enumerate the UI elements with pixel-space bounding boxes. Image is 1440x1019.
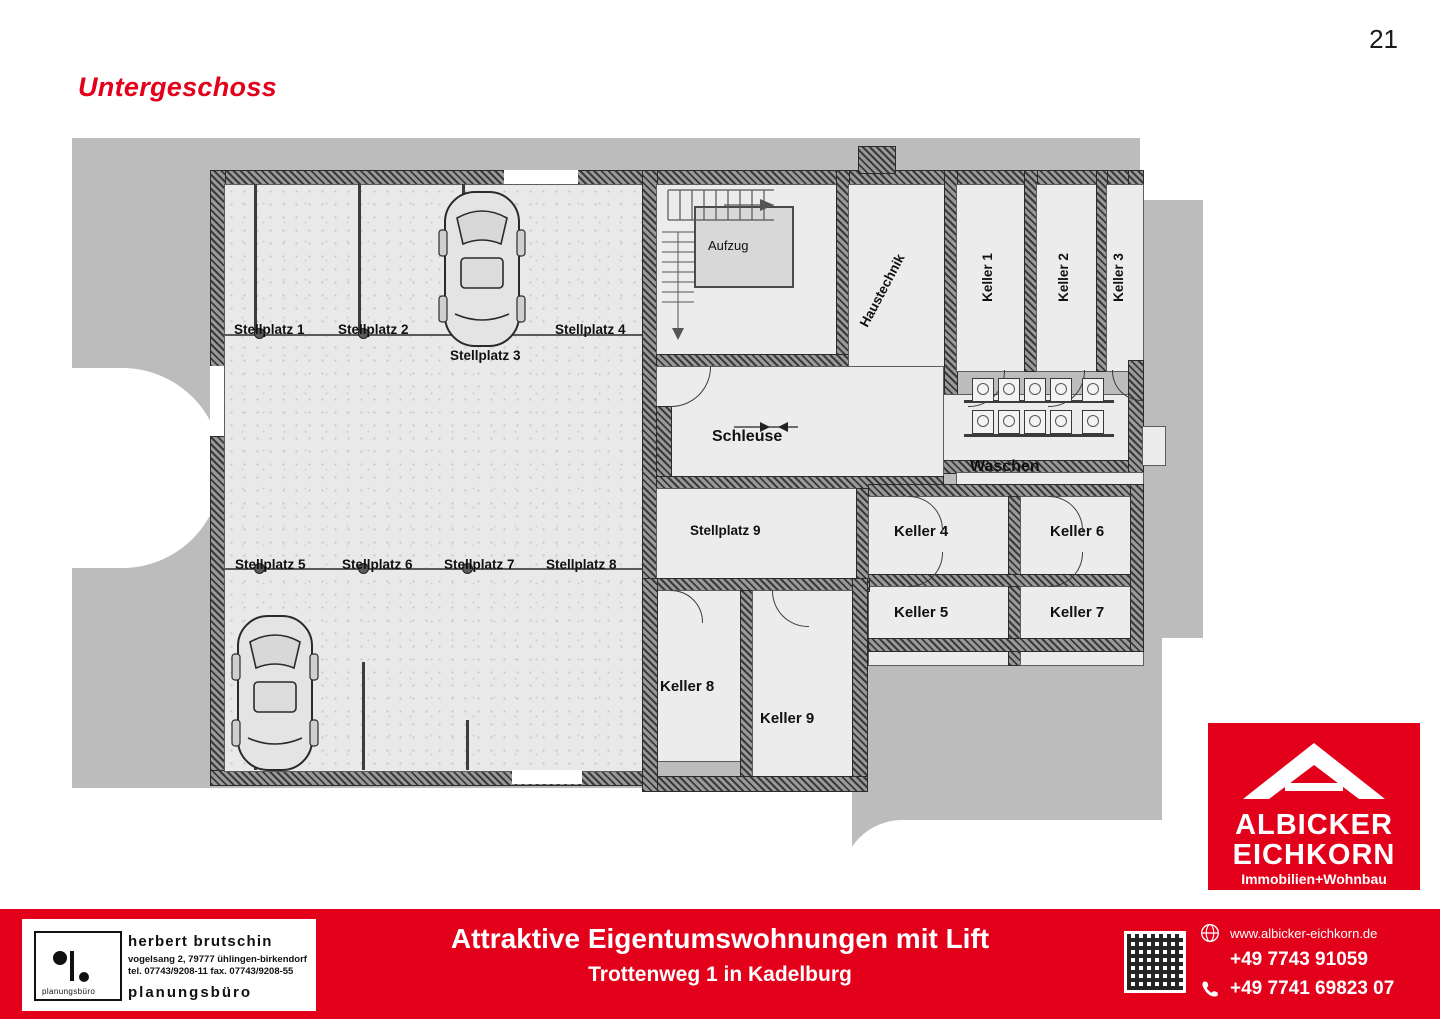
room-keller-5	[868, 586, 1010, 666]
washing-machine-5	[1082, 378, 1104, 402]
page-number: 21	[1369, 24, 1398, 54]
room-haustechnik	[848, 184, 946, 396]
wall-right-lower	[1130, 484, 1144, 652]
roof-icon	[1239, 739, 1389, 803]
footer-title: Attraktive Eigentumswohnungen mit Lift	[450, 923, 990, 954]
room-label-keller-3: Keller 3	[1110, 253, 1126, 302]
wall-lower-core-bottom	[642, 776, 868, 792]
planungsbuero-logo-caption: planungsbüro	[42, 987, 96, 996]
washing-machine-8	[1024, 410, 1046, 434]
plan-background-cut-topright	[1140, 138, 1203, 200]
footer-bar	[0, 909, 1440, 1019]
garage-opening-top	[504, 170, 578, 184]
room-label-keller-4: Keller 4	[894, 523, 949, 540]
room-label-schleuse: Schleuse	[712, 428, 783, 445]
page-title: Untergeschoss	[78, 72, 277, 102]
direction-arrow	[734, 419, 798, 435]
washing-machine-9	[1050, 410, 1072, 434]
washing-machine-1	[972, 378, 994, 402]
window-niche-waschen	[1142, 426, 1166, 466]
plan-background-cut-bottom-right	[842, 820, 1203, 890]
wall-schleuse-left	[656, 406, 672, 478]
footer-subtitle: Trottenweg 1 in Kadelburg	[588, 963, 852, 986]
contact-block	[1200, 923, 1394, 1005]
parking-divider-1	[254, 184, 257, 334]
planner-address-line-1: vogelsang 2, 79777 ühlingen-birkendorf	[128, 954, 307, 965]
brand-line-1: ALBICKER	[1235, 809, 1393, 841]
room-label-keller-9: Keller 9	[760, 710, 815, 727]
garage-opening-bottom	[512, 770, 582, 784]
staircase	[664, 186, 784, 224]
phone-row-1[interactable]	[1200, 947, 1394, 972]
room-label-waschen: Waschen	[970, 458, 1040, 475]
plan-background-cut-bottom	[72, 788, 852, 890]
room-label-keller-7: Keller 7	[1050, 604, 1105, 621]
label-stellplatz-1: Stellplatz 1	[234, 322, 305, 337]
stair-arrow-down	[658, 228, 706, 346]
room-label-keller-2: Keller 2	[1055, 253, 1071, 302]
washing-machine-3	[1024, 378, 1046, 402]
phone-icon-spacer	[1200, 950, 1220, 970]
room-label-keller-8: Keller 8	[660, 678, 715, 695]
washing-machine-7	[998, 410, 1020, 434]
brand-line-3: Immobilien+Wohnbau	[1241, 871, 1387, 887]
label-stellplatz-5: Stellplatz 5	[235, 557, 306, 572]
room-keller-7	[1020, 586, 1144, 666]
label-stellplatz-7: Stellplatz 7	[444, 557, 515, 572]
washing-machine-2	[998, 378, 1020, 402]
qr-code-pattern	[1127, 934, 1183, 990]
parking-divider-6	[466, 720, 469, 770]
room-label-keller-1: Keller 1	[979, 253, 995, 302]
brand-line-2: EICHKORN	[1232, 839, 1396, 871]
website-row[interactable]	[1200, 923, 1394, 943]
planner-name: herbert brutschin	[128, 933, 273, 950]
car-bottom	[220, 608, 330, 778]
wall-keller-row-bottom	[868, 638, 1144, 652]
room-label-stellplatz-9: Stellplatz 9	[690, 523, 761, 538]
room-label-aufzug: Aufzug	[708, 238, 749, 253]
parking-divider-5	[362, 662, 365, 770]
qr-code[interactable]	[1124, 931, 1186, 993]
label-stellplatz-4: Stellplatz 4	[555, 322, 626, 337]
phone-icon	[1200, 979, 1220, 999]
washing-machine-6	[972, 410, 994, 434]
globe-icon	[1200, 923, 1220, 943]
car-top	[427, 184, 537, 354]
wall-k9-right	[852, 578, 868, 792]
washing-machine-4	[1050, 378, 1072, 402]
phone-2-text: +49 7741 69823 07	[1230, 978, 1395, 999]
washer-bench-2	[964, 434, 1114, 437]
washing-machine-10	[1082, 410, 1104, 434]
label-stellplatz-3: Stellplatz 3	[450, 348, 521, 363]
floor-plan	[72, 138, 1203, 890]
website-text: www.albicker-eichkorn.de	[1230, 925, 1378, 941]
label-stellplatz-6: Stellplatz 6	[342, 557, 413, 572]
garage-opening-left	[210, 366, 224, 436]
chimney-niche	[858, 146, 896, 174]
label-stellplatz-2: Stellplatz 2	[338, 322, 409, 337]
phone-1-text: +49 7743 91059	[1230, 949, 1368, 970]
phone-row-2[interactable]	[1200, 976, 1394, 1001]
room-label-haustechnik: Haustechnik	[856, 251, 908, 330]
room-label-keller-5: Keller 5	[894, 604, 949, 621]
label-stellplatz-8: Stellplatz 8	[546, 557, 617, 572]
planner-address-line-2: tel. 07743/9208-11 fax. 07743/9208-55	[128, 966, 294, 977]
plan-background-cut-right	[1162, 638, 1203, 838]
parking-divider-2	[358, 184, 361, 334]
driveway-curve	[72, 368, 222, 568]
brand-logo-box	[1208, 723, 1420, 890]
wall-lower-core-left	[642, 578, 658, 792]
room-label-keller-6: Keller 6	[1050, 523, 1105, 540]
planner-subtitle: planungsbüro	[128, 984, 252, 1001]
